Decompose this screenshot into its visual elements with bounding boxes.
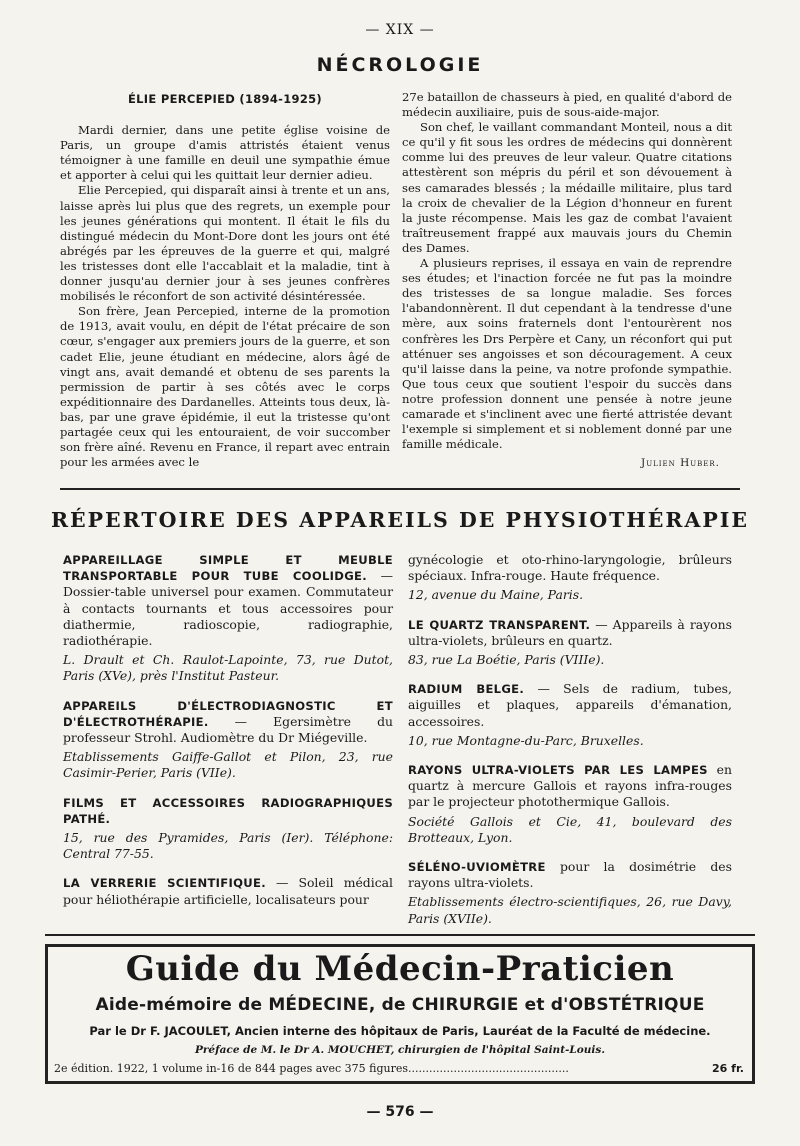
- entry-text: — Egersimètre du professeur Strohl. Audiomètre du Dr Miégeville.: [63, 713, 393, 746]
- repertoire-entry: [63, 698, 393, 782]
- entry-address: L. Drault et Ch. Raulot-Lapointe, 73, rue Dutot, Paris (XVe), près l'Institut Pasteur.: [63, 652, 393, 684]
- necrology-signature: Julien Huber.: [640, 457, 720, 470]
- entry-heading: APPAREILS D'ÉLECTRODIAGNOSTIC ET D'ÉLECTROTHÉRAPIE.: [63, 698, 393, 729]
- ad-subtitle: Aide-mémoire de MÉDECINE, de CHIRURGIE et d'OBSTÉTRIQUE: [95, 995, 705, 1015]
- necrology-title: NÉCROLOGIE: [316, 54, 484, 76]
- ad-price: 26 fr.: [712, 1062, 744, 1075]
- repertoire-entry: [408, 617, 732, 669]
- repertoire-right-column: [408, 552, 732, 940]
- ad-preface: Préface de M. le Dr A. MOUCHET, chirurgien de l'hôpital Saint-Louis.: [195, 1044, 605, 1056]
- ad-edition-text: 2e édition. 1922, 1 volume in-16 de 844 pages avec 375 figures..............................................: [54, 1062, 569, 1075]
- necrology-paragraph: 27e bataillon de chasseurs à pied, en qualité d'abord de médecin auxiliaire, puis de sous-aide-major.: [402, 90, 732, 120]
- page-header: — XIX —: [365, 22, 435, 38]
- entry-heading: SÉLÉNO-UVIOMÈTRE: [408, 860, 546, 875]
- necrology-paragraph: A plusieurs reprises, il essaya en vain de reprendre ses études; et l'inaction forcée ne fut pas la moindre des tristesses de sa longue maladie. Ses forces l'abandonnèrent. Il dut cependant à la tendresse d'une mère, aux soins fraternels dont l'entourèrent nos confrères les Drs Perpère et Cany, un réconfort qui put atténuer ses angoisses et son découragement. A ceux qu'il laisse dans la peine, va notre profonde sympathie. Que tous ceux que soutient l'espoir du succès dans notre profession donnent une pensée à notre jeune camarade et s'inclinent avec une fierté attristée devant l'exemple si simplement et si noblement donné par une famille médicale.: [402, 256, 732, 452]
- entry-address: 10, rue Montagne-du-Parc, Bruxelles.: [408, 732, 644, 748]
- ad-title: Guide du Médecin-Praticien: [125, 949, 675, 989]
- section-divider: [60, 488, 740, 490]
- necrology-paragraph: Mardi dernier, dans une petite église voisine de Paris, un groupe d'amis attristés étaient venus témoigner à une famille en deuil une sympathie émue et apporter à celui qui les quittait leur dernier adieu.: [60, 123, 390, 183]
- entry-address: Société Gallois et Cie, 41, boulevard des Brotteaux, Lyon.: [408, 813, 732, 845]
- entry-text: — Appareils à rayons ultra-violets, brûleurs en quartz.: [408, 616, 732, 648]
- repertoire-entry: [408, 762, 732, 846]
- necrology-paragraph: Son chef, le vaillant commandant Monteil, nous a dit ce qu'il y fit sous les ordres de médecins qui donnèrent comme lui des preuves de leur valeur. Quatre citations attestèrent son mépris du péril et son dévouement à ses camarades blessés ; la médaille militaire, plus tard la croix de chevalier de la Légion d'honneur en furent la juste récompense. Mais les gaz de combat l'avaient traîtreusement frappé aux mauvais jours du Chemin des Dames.: [402, 120, 732, 255]
- entry-text: gynécologie et oto-rhino-laryngologie, brûleurs spéciaux. Infra-rouge. Haute fréquence.: [408, 552, 732, 584]
- entry-text: en quartz à mercure Gallois et rayons infra-rouges par le projecteur photothermique Gallois.: [408, 762, 732, 810]
- entry-text: pour la dosimétrie des rayons ultra-violets.: [408, 859, 732, 891]
- entry-heading: RADIUM BELGE.: [408, 682, 525, 697]
- entry-heading: LA VERRERIE SCIENTIFIQUE.: [63, 876, 266, 891]
- repertoire-entry: [408, 681, 732, 749]
- repertoire-entry: [63, 795, 393, 863]
- entry-text: — Dossier-table universel pour examen. Commutateur à contacts tournants et tous accessoires pour diathermie, radioscopie, radiographie, radiothérapie.: [63, 568, 393, 649]
- entry-heading: RAYONS ULTRA-VIOLETS PAR LES LAMPES: [408, 763, 708, 778]
- entry-heading: FILMS ET ACCESSOIRES RADIOGRAPHIQUES PATHÉ.: [63, 795, 393, 826]
- necrology-left-column: [60, 92, 390, 470]
- entry-address: 12, avenue du Maine, Paris.: [408, 587, 584, 603]
- entry-address: 15, rue des Pyramides, Paris (Ier). Téléphone: Central 77-55.: [63, 830, 393, 862]
- repertoire-title: RÉPERTOIRE DES APPAREILS DE PHYSIOTHÉRAPIE: [50, 508, 749, 532]
- entry-text: — Sels de radium, tubes, aiguilles et plaques, appareils d'émanation, accessoires.: [408, 681, 732, 729]
- necrology-right-column: [402, 90, 732, 471]
- repertoire-entry: [63, 875, 393, 907]
- repertoire-entry: [408, 859, 732, 927]
- book-advertisement: [45, 944, 755, 1084]
- entry-address: Etablissements Gaiffe-Gallot et Pilon, 23, rue Casimir-Perier, Paris (VIIe).: [63, 749, 393, 781]
- page-number: — 576 —: [366, 1104, 434, 1120]
- repertoire-entry: [408, 552, 732, 604]
- necrology-paragraph: Son frère, Jean Percepied, interne de la promotion de 1913, avait voulu, en dépit de l'état précaire de son cœur, s'engager aux premiers jours de la guerre, et son cadet Elie, jeune étudiant en médecine, alors âgé de vingt ans, avait demandé et obtenu de ses parents la permission de partir à ses côtés avec le corps expéditionnaire des Dardanelles. Atteints tous deux, là-bas, par une grave épidémie, il eut la tristesse qu'ont partagée ceux qui les entouraient, de voir succomber son frère aîné. Revenu en France, il repart avec entrain pour les armées avec le: [60, 304, 390, 470]
- necrology-paragraph: Elie Percepied, qui disparaît ainsi à trente et un ans, laisse après lui plus que des regrets, un exemple pour les jeunes générations qui montent. Il était le fils du distingué médecin du Mont-Dore dont les jours ont été abrégés par les épreuves de la guerre et qui, malgré les tristesses dont elle l'accablait et la maladie, tint à donner jusqu'au dernier jour à ses jeunes confrères mobilisés le réconfort de son activité désintéressée.: [60, 183, 390, 304]
- repertoire-left-column: [63, 552, 393, 921]
- ad-edition: [54, 1062, 744, 1075]
- entry-address: 83, rue La Boétie, Paris (VIIIe).: [408, 652, 605, 668]
- necrology-subtitle: ÉLIE PERCEPIED (1894-1925): [128, 92, 322, 106]
- entry-address: Etablissements électro-scientifiques, 26, rue Davy, Paris (XVIIe).: [408, 894, 732, 926]
- ad-author: Par le Dr F. JACOULET, Ancien interne des hôpitaux de Paris, Lauréat de la Faculté de médecine.: [89, 1024, 711, 1038]
- section-divider: [45, 934, 755, 936]
- repertoire-entry: [63, 552, 393, 685]
- entry-text: — Soleil médical pour héliothérapie artificielle, localisateurs pour: [63, 875, 393, 907]
- entry-heading: APPAREILLAGE SIMPLE ET MEUBLE TRANSPORTABLE POUR TUBE COOLIDGE.: [63, 553, 393, 584]
- entry-heading: LE QUARTZ TRANSPARENT.: [408, 617, 591, 632]
